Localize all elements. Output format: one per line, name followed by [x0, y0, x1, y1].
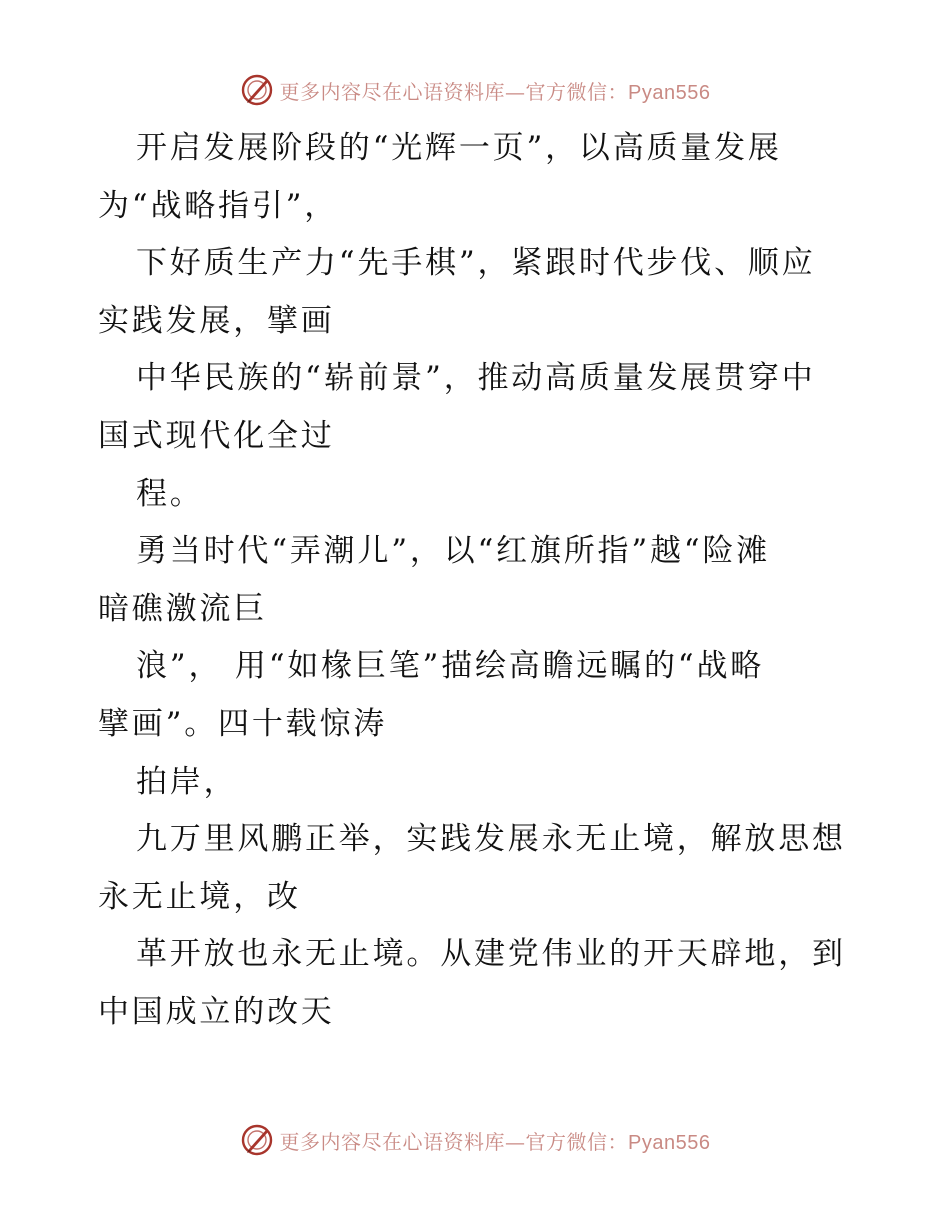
- text-line: 实践发展，擘画: [98, 302, 335, 339]
- text-line: 程。: [136, 475, 204, 512]
- header-watermark: [0, 70, 950, 110]
- text-line: 中国成立的改天: [98, 993, 335, 1030]
- document-body: [98, 120, 858, 1042]
- text-line: 革开放也永无止境。从建党伟业的开天辟地，到: [136, 936, 846, 973]
- footer-watermark: [0, 1120, 950, 1160]
- text-line: 中华民族的“崭前景”，推动高质量发展贯穿中: [136, 360, 816, 397]
- text-line: 勇当时代“弄潮儿”，以“红旗所指”越“险滩: [136, 533, 771, 570]
- text-line: 永无止境，改: [98, 878, 301, 915]
- text-line: 浪”， 用“如椽巨笔”描绘高瞻远瞩的“战略: [136, 648, 765, 685]
- text-line: 九万里风鹏正举，实践发展永无止境，解放思想: [136, 821, 846, 858]
- text-line: 国式现代化全过: [98, 417, 335, 454]
- text-line: 擘画”。四十载惊涛: [98, 705, 388, 742]
- text-line: 为“战略指引”，: [98, 187, 339, 224]
- seal-logo-icon: [240, 1123, 274, 1157]
- watermark-text: 更多内容尽在心语资料库—官方微信：Pyan556: [279, 79, 711, 104]
- text-line: 下好质生产力“先手棋”，紧跟时代步伐、顺应: [136, 245, 816, 282]
- watermark-text: 更多内容尽在心语资料库—官方微信：Pyan556: [279, 1129, 711, 1154]
- text-line: 暗礁激流巨: [98, 590, 267, 627]
- text-line: 开启发展阶段的“光辉一页”，以高质量发展: [136, 130, 782, 166]
- text-line: 拍岸，: [136, 763, 238, 800]
- seal-logo-icon: [240, 73, 274, 107]
